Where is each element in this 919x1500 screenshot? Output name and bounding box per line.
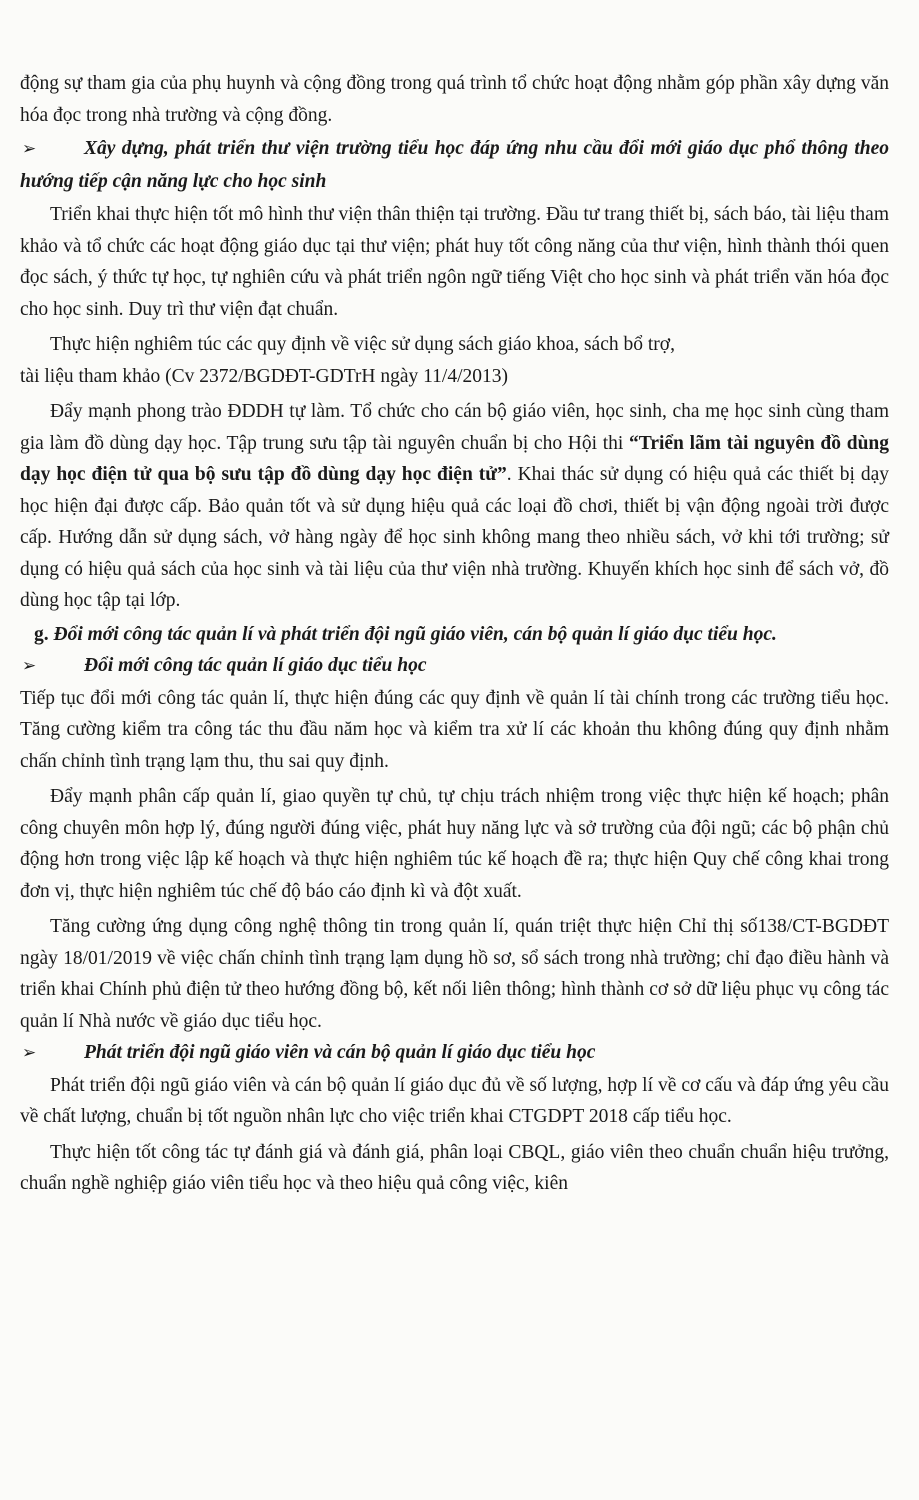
- arrowhead-bullet-icon: ➢: [22, 656, 37, 676]
- section-g-title: Đổi mới công tác quản lí và phát triển đội ngũ giáo viên, cán bộ quản lí giáo dục tiểu học.: [53, 623, 777, 645]
- paragraph-textbook-rules-line1: Thực hiện nghiêm túc các quy định về việc sử dụng sách giáo khoa, sách bổ trợ,: [50, 334, 675, 355]
- paragraph-financial-management: Tiếp tục đổi mới công tác quản lí, thực hiện đúng các quy định về quản lí tài chính trong các trường tiểu học. Tăng cường kiểm tra công tác thu đầu năm học và kiểm tra xử lí các khoản thu không đúng quy định nhằm chấn chỉnh tình trạng lạm thu, thu sai quy định.: [20, 687, 889, 772]
- heading-staff-development-text: Phát triển đội ngũ giáo viên và cán bộ quản lí giáo dục tiểu học: [84, 1042, 596, 1063]
- paragraph-staff-quantity: Phát triển đội ngũ giáo viên và cán bộ quản lí giáo dục đủ về số lượng, hợp lí về cơ cấu và đáp ứng yêu cầu về chất lượng, chuẩn bị tốt nguồn nhân lực cho việc triển khai CTGDPT 2018 cấp tiểu học.: [20, 1074, 889, 1127]
- paragraph-intro-continuation: động sự tham gia của phụ huynh và cộng đồng trong quá trình tổ chức hoạt động nhằm góp phần xây dựng văn hóa đọc trong nhà trường và cộng đồng.: [20, 73, 889, 126]
- contest-name-bold: “Triển lãm tài nguyên đồ dùng dạy học điện tử qua bộ sưu tập đồ dùng dạy học điện tử”: [20, 432, 890, 485]
- paragraph-evaluation: Thực hiện tốt công tác tự đánh giá và đánh giá, phân loại CBQL, giáo viên theo chuẩn chuẩn hiệu trưởng, chuẩn nghề nghiệp giáo viên tiểu học và theo hiệu quả công việc, kiên: [20, 1141, 889, 1194]
- paragraph-teaching-aids: [20, 396, 889, 617]
- heading-management-innovation: [20, 650, 889, 683]
- paragraph-teaching-aids-start: Đẩy mạnh phong trào ĐDDH tự làm. Tổ chức cho cán bộ giáo viên, học sinh, cha mẹ học sinh cùng tham gia làm đồ dùng dạy học. Tập trung sưu tập tài nguyên chuẩn bị cho Hội thi: [20, 401, 889, 454]
- paragraph-library-model: Triển khai thực hiện tốt mô hình thư viện thân thiện tại trường. Đầu tư trang thiết bị, sách báo, tài liệu tham khảo và tổ chức các hoạt động giáo dục tại thư viện; phát huy tốt công năng của thư viện, hình thành thói quen đọc sách, ý thức tự học, tự nghiên cứu và phát triển ngôn ngữ tiếng Việt cho học sinh và phát triển văn hóa đọc cho học sinh. Duy trì thư viện đạt chuẩn.: [20, 204, 889, 320]
- heading-management-innovation-text: Đổi mới công tác quản lí giáo dục tiểu học: [84, 655, 427, 676]
- section-g-label: g.: [34, 623, 49, 645]
- paragraph-textbook-rules-line2: tài liệu tham khảo (Cv 2372/BGDĐT-GDTrH ngày 11/4/2013): [20, 365, 509, 387]
- paragraph-it-application: Tăng cường ứng dụng công nghệ thông tin trong quản lí, quán triệt thực hiện Chỉ thị số138/CT-BGDĐT ngày 18/01/2019 về việc chấn chỉnh tình trạng lạm dụng hồ sơ, sổ sách trong nhà trường; chỉ đạo điều hành và triển khai Chính phủ điện tử theo hướng đồng bộ, kết nối liên thông; hình thành cơ sở dữ liệu phục vụ công tác quản lí Nhà nước về giáo dục tiểu học.: [20, 916, 889, 1032]
- arrowhead-bullet-icon: ➢: [22, 1043, 37, 1063]
- section-g-heading: [20, 619, 889, 651]
- heading-staff-development: [20, 1037, 889, 1070]
- heading-library-development: [20, 133, 889, 197]
- arrowhead-bullet-icon: ➢: [22, 139, 37, 159]
- paragraph-decentralization: Đẩy mạnh phân cấp quản lí, giao quyền tự chủ, tự chịu trách nhiệm trong việc thực hiện kế hoạch; phân công chuyên môn hợp lý, đúng người đúng việc, phát huy năng lực và sở trường của đội ngũ; các bộ phận chủ động hơn trong việc lập kế hoạch và thực hiện nghiêm túc kế hoạch đề ra; thực hiện Quy chế công khai trong đơn vị, thực hiện nghiêm túc chế độ báo cáo định kì và đột xuất.: [20, 786, 889, 902]
- paragraph-teaching-aids-end: . Khai thác sử dụng có hiệu quả các thiết bị dạy học hiện đại được cấp. Bảo quản tốt và sử dụng hiệu quả các loại đồ chơi, thiết bị vận động ngoài trời được cấp. Hướng dẫn sử dụng sách, vở hàng ngày để học sinh không mang theo nhiều sách, vở khi tới trường; sử dụng có hiệu quả sách của học sinh và tài liệu của thư viện nhà trường. Khuyến khích học sinh để sách vở, đồ dùng học tập tại lớp.: [20, 464, 889, 611]
- heading-library-development-text: Xây dựng, phát triển thư viện trường tiểu học đáp ứng nhu cầu đổi mới giáo dục phổ thông theo hướng tiếp cận năng lực cho học sinh: [20, 138, 889, 192]
